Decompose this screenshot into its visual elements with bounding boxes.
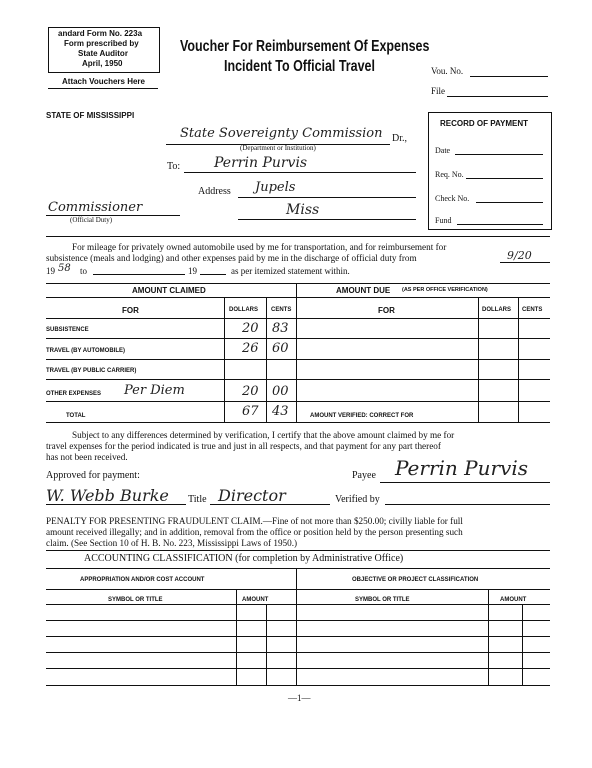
row-label-subsistence: SUBSISTENCE <box>46 327 89 333</box>
form-title-line-1: Voucher For Reimbursement Of Expenses <box>180 38 430 55</box>
statement-tail: as per itemized statement within. <box>231 266 350 276</box>
form-number-line-3: State Auditor <box>78 49 128 58</box>
amount-due-header: AMOUNT DUE <box>336 286 391 295</box>
due-for-header: FOR <box>378 306 395 315</box>
accounting-title: ACCOUNTING CLASSIFICATION (for completion by Administrative Office) <box>84 553 404 564</box>
address-value-2[interactable]: Miss <box>286 202 320 218</box>
duty-value[interactable]: Commissioner <box>48 200 143 215</box>
left-amount-header: AMOUNT <box>242 597 269 603</box>
accounting-left-header: APPROPRIATION AND/OR COST ACCOUNT <box>80 577 205 583</box>
form-number-line-4: April, 1950 <box>82 59 123 68</box>
dr-label: Dr., <box>392 133 407 144</box>
department-caption: (Department or Institution) <box>240 144 316 152</box>
file-label: File <box>431 86 446 96</box>
year-prefix: 19 <box>46 266 55 276</box>
row-cents-total[interactable]: 43 <box>272 404 289 419</box>
file-field[interactable] <box>447 96 548 97</box>
vou-no-field[interactable] <box>470 76 548 77</box>
penalty-line-2: amount received illegally; and in addition, removal from the office or position held by the person presenting such <box>46 527 463 537</box>
rop-req-label: Req. No. <box>435 170 464 179</box>
to-value[interactable]: Perrin Purvis <box>214 155 308 171</box>
form-number-line-2: Form prescribed by <box>64 39 139 48</box>
rop-fund-field[interactable] <box>457 224 543 225</box>
row-dollars-subsistence[interactable]: 20 <box>242 321 259 336</box>
year-2: 19 <box>188 266 197 276</box>
approved-label: Approved for payment: <box>46 470 140 481</box>
penalty-line-1: PENALTY FOR PRESENTING FRAUDULENT CLAIM.—Fine of not more than $250.00; civilly liable for full <box>46 516 463 526</box>
form-number-line-1: andard Form No. 223a <box>58 29 143 38</box>
address-label: Address <box>198 186 231 197</box>
row-label-total: TOTAL <box>66 413 86 419</box>
page-number: —1— <box>288 693 311 703</box>
rop-check-label: Check No. <box>435 194 470 203</box>
verified-label: Verified by <box>335 494 380 505</box>
vou-no-label: Vou. No. <box>431 66 464 76</box>
due-cents-header: CENTS <box>522 307 543 313</box>
record-of-payment-title: RECORD OF PAYMENT <box>440 119 529 128</box>
title-label: Title <box>188 494 207 505</box>
rop-fund-label: Fund <box>435 216 452 225</box>
payee-signature[interactable]: Perrin Purvis <box>395 456 529 480</box>
row-label-travel-public: TRAVEL (BY PUBLIC CARRIER) <box>46 368 137 374</box>
from-value[interactable]: 9/20 <box>507 249 532 262</box>
approver-signature[interactable]: W. Webb Burke <box>46 486 169 505</box>
form-title-line-2: Incident To Official Travel <box>224 58 375 75</box>
mileage-line-2: subsistence (meals and lodging) and other expenses paid by me in the discharge of official duty from <box>46 253 417 263</box>
row-note-other[interactable]: Per Diem <box>124 383 185 398</box>
right-amount-header: AMOUNT <box>500 597 527 603</box>
due-dollars-header: DOLLARS <box>482 307 511 313</box>
amount-due-note: (AS PER OFFICE VERIFICATION) <box>402 287 488 293</box>
claimed-dollars-header: DOLLARS <box>229 307 258 313</box>
certify-line-2: travel expenses for the period indicated is true and just in all respects, and that payment for any part thereof <box>46 441 441 451</box>
rop-req-field[interactable] <box>466 178 543 179</box>
right-symbol-header: SYMBOL OR TITLE <box>355 597 410 603</box>
row-cents-other[interactable]: 00 <box>272 384 289 399</box>
claimed-cents-header: CENTS <box>271 307 292 313</box>
rop-date-field[interactable] <box>455 154 543 155</box>
rop-date-label: Date <box>435 146 451 155</box>
payee-label: Payee <box>352 470 376 481</box>
to-word: to <box>80 266 88 276</box>
attach-vouchers-note: Attach Vouchers Here <box>62 77 145 86</box>
row-dollars-travel-auto[interactable]: 26 <box>242 341 259 356</box>
state-label: STATE OF MISSISSIPPI <box>46 111 135 120</box>
accounting-right-header: OBJECTIVE OR PROJECT CLASSIFICATION <box>352 577 479 583</box>
row-label-other: OTHER EXPENSES <box>46 391 102 397</box>
row-label-travel-auto: TRAVEL (BY AUTOMOBILE) <box>46 348 126 354</box>
amount-claimed-header: AMOUNT CLAIMED <box>132 286 206 295</box>
title-value[interactable]: Director <box>218 486 286 505</box>
rop-check-field[interactable] <box>476 202 543 203</box>
row-cents-subsistence[interactable]: 83 <box>272 321 289 336</box>
certify-line-1: Subject to any differences determined by verification, I certify that the above amount claimed by me for <box>72 430 455 440</box>
claimed-for-header: FOR <box>122 306 139 315</box>
address-value-1[interactable]: Jupels <box>255 180 296 195</box>
row-dollars-other[interactable]: 20 <box>242 384 259 399</box>
left-symbol-header: SYMBOL OR TITLE <box>108 597 163 603</box>
to-label: To: <box>167 161 181 172</box>
department-value[interactable]: State Sovereignty Commission <box>180 126 383 141</box>
duty-caption: (Official Duty) <box>70 216 113 224</box>
amount-verified-label: AMOUNT VERIFIED: CORRECT FOR <box>310 413 414 419</box>
row-dollars-total[interactable]: 67 <box>242 404 259 419</box>
penalty-line-3: claim. (See Section 10 of H. B. No. 223, Mississippi Laws of 1950.) <box>46 538 298 548</box>
certify-line-3: has not been received. <box>46 452 128 462</box>
row-cents-travel-auto[interactable]: 60 <box>272 341 289 356</box>
year-value[interactable]: 58 <box>58 263 71 274</box>
mileage-line-1: For mileage for privately owned automobile used by me for transportation, and for reimbursement for <box>72 242 447 252</box>
